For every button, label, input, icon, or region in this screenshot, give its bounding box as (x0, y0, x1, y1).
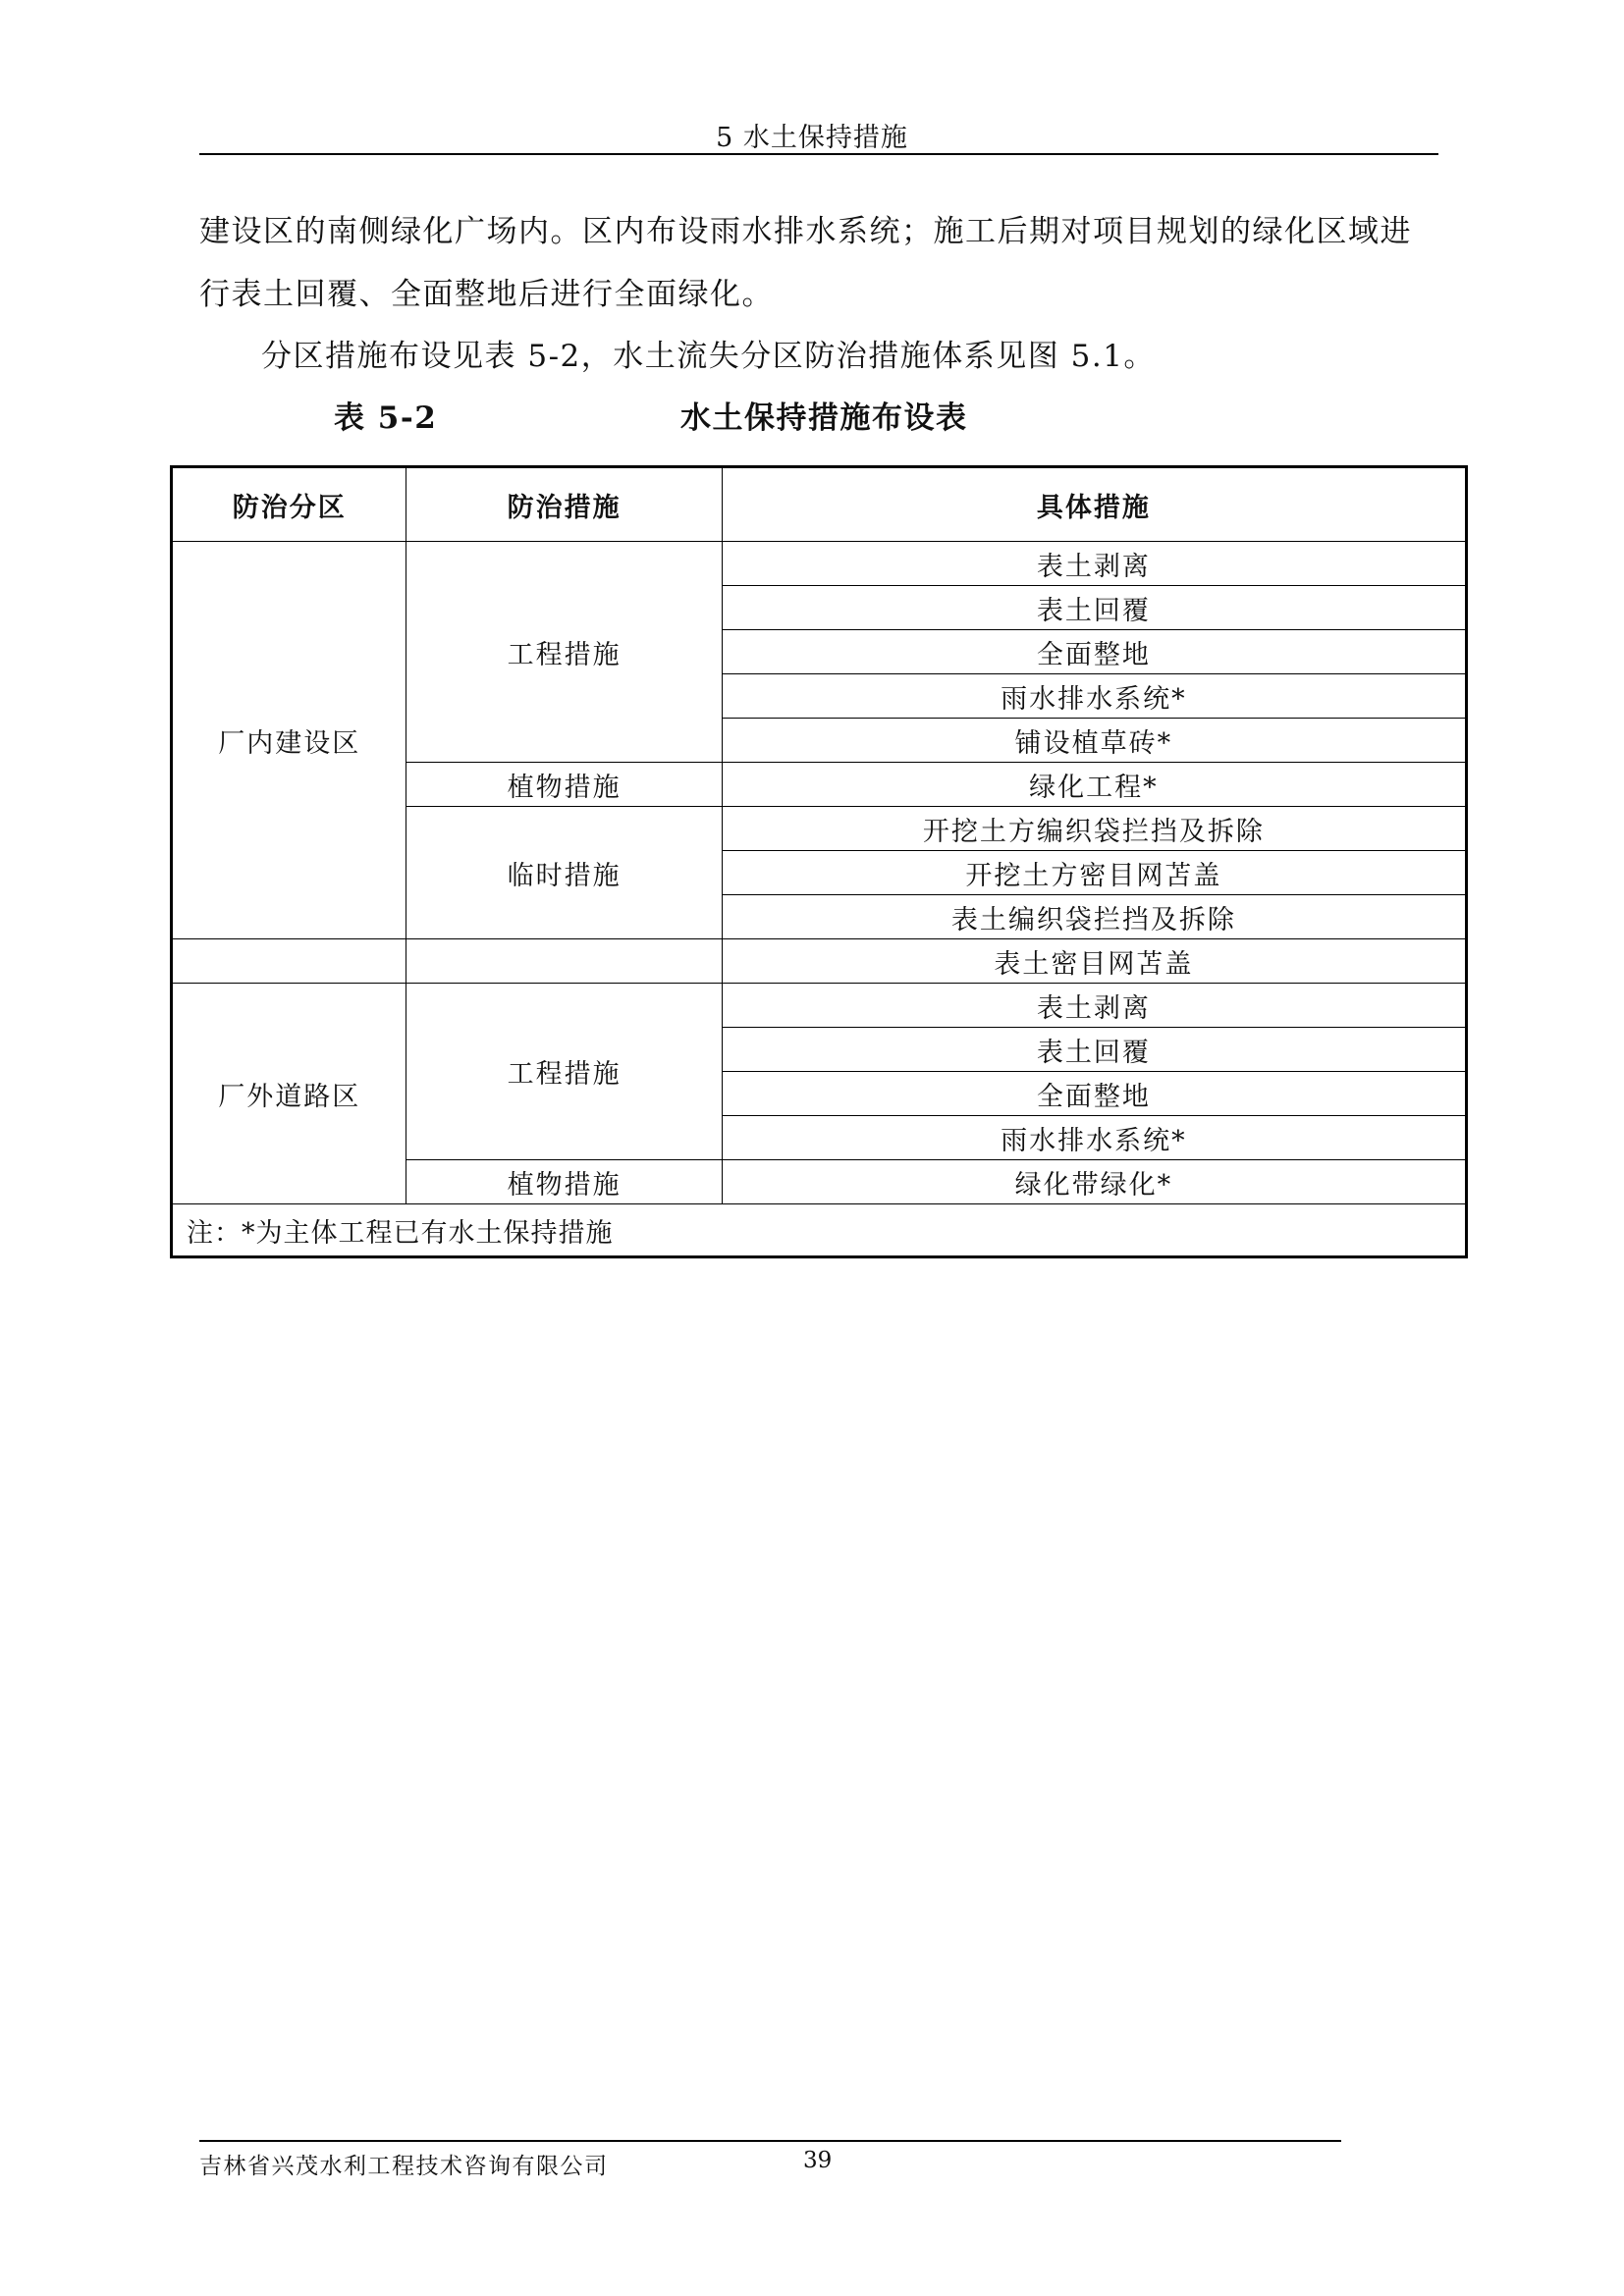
table-caption-number: 表 5-2 (334, 400, 438, 436)
page-header-title: 5 水土保持措施 (716, 123, 908, 153)
specific-measure-cell: 铺设植草砖* (722, 719, 1466, 763)
measure-type-cell: 植物措施 (406, 763, 722, 807)
page-number: 39 (803, 2148, 833, 2173)
paragraph-line-1: 建设区的南侧绿化广场内。区内布设雨水排水系统；施工后期对项目规划的绿化区域进 (199, 214, 1412, 249)
table-header-row (172, 467, 1467, 542)
paragraph-table-reference: 分区措施布设见表 5-2，水土流失分区防治措施体系见图 5.1。 (261, 339, 1156, 374)
specific-measure-cell: 雨水排水系统* (722, 674, 1466, 719)
header-divider (199, 153, 1438, 155)
specific-measure-cell: 表土密目网苫盖 (722, 939, 1466, 984)
specific-measure-cell: 表土回覆 (722, 1028, 1466, 1072)
measure-type-cell: 工程措施 (406, 984, 722, 1160)
specific-measure-cell: 雨水排水系统* (722, 1116, 1466, 1160)
specific-measure-cell: 开挖土方编织袋拦挡及拆除 (722, 807, 1466, 851)
header-specific-measure: 具体措施 (722, 467, 1466, 542)
footer-company-name: 吉林省兴茂水利工程技术咨询有限公司 (199, 2154, 609, 2179)
zone-cell: 厂外道路区 (172, 984, 406, 1204)
header-measure-type: 防治措施 (406, 467, 722, 542)
specific-measure-cell: 全面整地 (722, 630, 1466, 674)
table-note-row (172, 1204, 1467, 1257)
footer-divider (199, 2140, 1341, 2142)
empty-zone-cell (172, 939, 406, 984)
specific-measure-cell: 表土回覆 (722, 586, 1466, 630)
table-note: 注：*为主体工程已有水土保持措施 (172, 1204, 1467, 1257)
table-row (172, 542, 1467, 586)
measure-type-cell: 临时措施 (406, 807, 722, 939)
table-row (172, 939, 1467, 984)
specific-measure-cell: 表土编织袋拦挡及拆除 (722, 895, 1466, 939)
specific-measure-cell: 表土剥离 (722, 984, 1466, 1028)
measure-type-cell: 植物措施 (406, 1160, 722, 1204)
table-caption-title: 水土保持措施布设表 (680, 400, 968, 436)
table-row (172, 984, 1467, 1028)
empty-measure-type-cell (406, 939, 722, 984)
measures-table (170, 465, 1468, 1258)
zone-cell: 厂内建设区 (172, 542, 406, 939)
specific-measure-cell: 开挖土方密目网苫盖 (722, 851, 1466, 895)
specific-measure-cell: 全面整地 (722, 1072, 1466, 1116)
header-zone: 防治分区 (172, 467, 406, 542)
specific-measure-cell: 绿化带绿化* (722, 1160, 1466, 1204)
specific-measure-cell: 绿化工程* (722, 763, 1466, 807)
specific-measure-cell: 表土剥离 (722, 542, 1466, 586)
paragraph-line-2: 行表土回覆、全面整地后进行全面绿化。 (199, 277, 774, 312)
measure-type-cell: 工程措施 (406, 542, 722, 763)
